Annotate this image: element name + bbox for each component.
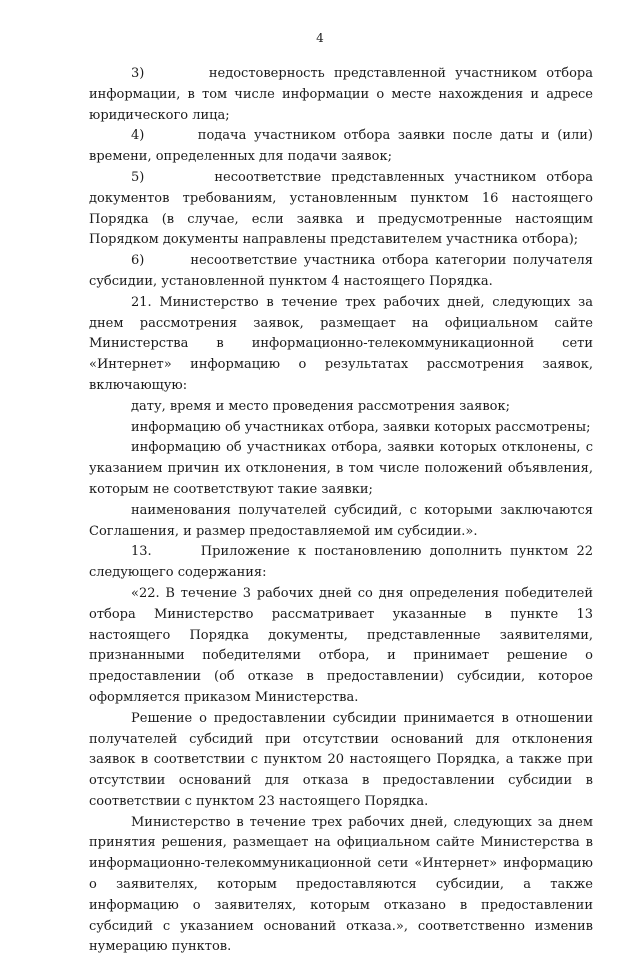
paragraph-list-date: дату, время и место проведения рассмотрения заявок; — [131, 398, 510, 414]
paragraph-item-5: 5) несоответствие представленных участником отбора документов требованиям, установленным пунктом 16 настоящего Порядка (в случае, если заявка и предусмотренные настоящим Порядком документы направлены представителем участника отбора); — [89, 169, 593, 248]
paragraph-decision: Решение о предоставлении субсидии принимается в отношении получателей субсидий при отсутствии оснований для отклонения заявок в соответствии с пунктом 20 настоящего Порядка, а также при отсутствии оснований для отказа в предоставлении субсидии в соответствии с пунктом 23 настоящего Порядка. — [89, 710, 593, 809]
paragraph-item-4: 4) подача участником отбора заявки после даты и (или) времени, определенных для подачи заявок; — [89, 128, 593, 165]
paragraph-item-3: 3) недостоверность представленной участником отбора информации, в том числе информации о месте нахождения и адресе юридического лица; — [89, 66, 593, 123]
paragraph-item-6: 6) несоответствие участника отбора категории получателя субсидии, установленной пунктом 4 настоящего Порядка. — [89, 253, 593, 289]
paragraph-list-rejected: информацию об участниках отбора, заявки которых отклонены, с указанием причин их отклонения, в том числе положений объявления, которым не соответствуют такие заявки; — [89, 440, 593, 497]
paragraph-clause-22: «22. В течение 3 рабочих дней со дня определения победителей отбора Министерство рассматривает указанные в пункте 13 настоящего Порядка документы, представленные заявителями, признанными победителями отбора, и принимает решение о предоставлении (об отказе в предоставлении) субсидии, которое оформляется приказом Министерства. — [89, 585, 593, 705]
document-body — [89, 64, 593, 958]
paragraph-list-reviewed: информацию об участниках отбора, заявки которых рассмотрены; — [131, 419, 591, 435]
page-number: 4 — [316, 31, 324, 45]
paragraph-clause-21: 21. Министерство в течение трех рабочих дней, следующих за днем рассмотрения заявок, размещает на официальном сайте Министерства в информационно-телекоммуникационной сети «Интернет» информацию о результатах рассмотрения заявок, включающую: — [89, 294, 593, 393]
paragraph-publication: Министерство в течение трех рабочих дней, следующих за днем принятия решения, размещает на официальном сайте Министерства в информационно-телекоммуникационной сети «Интернет» информацию о заявителях, которым предоставляются субсидии, а также информацию о заявителях, которым отказано в предоставлении субсидий с указанием оснований отказа.», соответственно изменив нумерацию пунктов. — [89, 814, 593, 955]
paragraph-list-recipients: наименования получателей субсидий, с которыми заключаются Соглашения, и размер предоставляемой им субсидии.». — [89, 502, 593, 539]
paragraph-clause-13: 13. Приложение к постановлению дополнить пунктом 22 следующего содержания: — [89, 544, 593, 581]
